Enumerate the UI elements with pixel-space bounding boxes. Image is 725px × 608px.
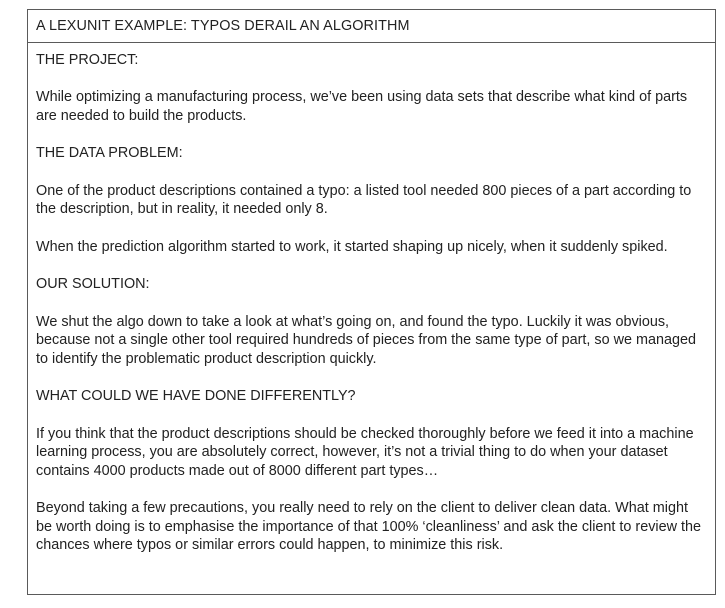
paragraph-differently: If you think that the product descriptions should be checked thoroughly before we feed it into a machine learning process, you are absolutely correct, however, it’s not a trivial thing to do when your dataset contains 4000 products made out of 8000 different part types…: [36, 425, 694, 479]
paragraph-algorithm-spike: When the prediction algorithm started to work, it started shaping up nicely, when it suddenly spiked.: [36, 238, 668, 255]
example-table: [27, 9, 716, 595]
paragraph-precautions: Beyond taking a few precautions, you really need to rely on the client to deliver clean data. What might be worth doing is to emphasise the importance of that 100% ‘cleanliness’ and ask the client to review the chances where typos or similar errors could happen, to minimize this risk.: [36, 500, 702, 554]
section-heading-data-problem: THE DATA PROBLEM:: [36, 145, 183, 162]
section-heading-solution: OUR SOLUTION:: [36, 276, 150, 293]
section-heading-project: THE PROJECT:: [36, 52, 139, 68]
paragraph-solution: We shut the algo down to take a look at what’s going on, and found the typo. Luckily it was obvious, because not a single other tool required hundreds of pieces from the same type of part, so we managed to identify the problematic product description quickly.: [36, 313, 696, 367]
section-heading-differently: WHAT COULD WE HAVE DONE DIFFERENTLY?: [36, 388, 356, 405]
table-body: [28, 43, 715, 555]
document-title: A LEXUNIT EXAMPLE: TYPOS DERAIL AN ALGORITHM: [36, 18, 410, 34]
paragraph-project: While optimizing a manufacturing process, we’ve been using data sets that describe what kind of parts are needed to build the products.: [36, 89, 688, 124]
table-header: [28, 10, 715, 43]
paragraph-data-problem: One of the product descriptions contained a typo: a listed tool needed 800 pieces of a part according to the description, but in reality, it needed only 8.: [36, 182, 692, 218]
